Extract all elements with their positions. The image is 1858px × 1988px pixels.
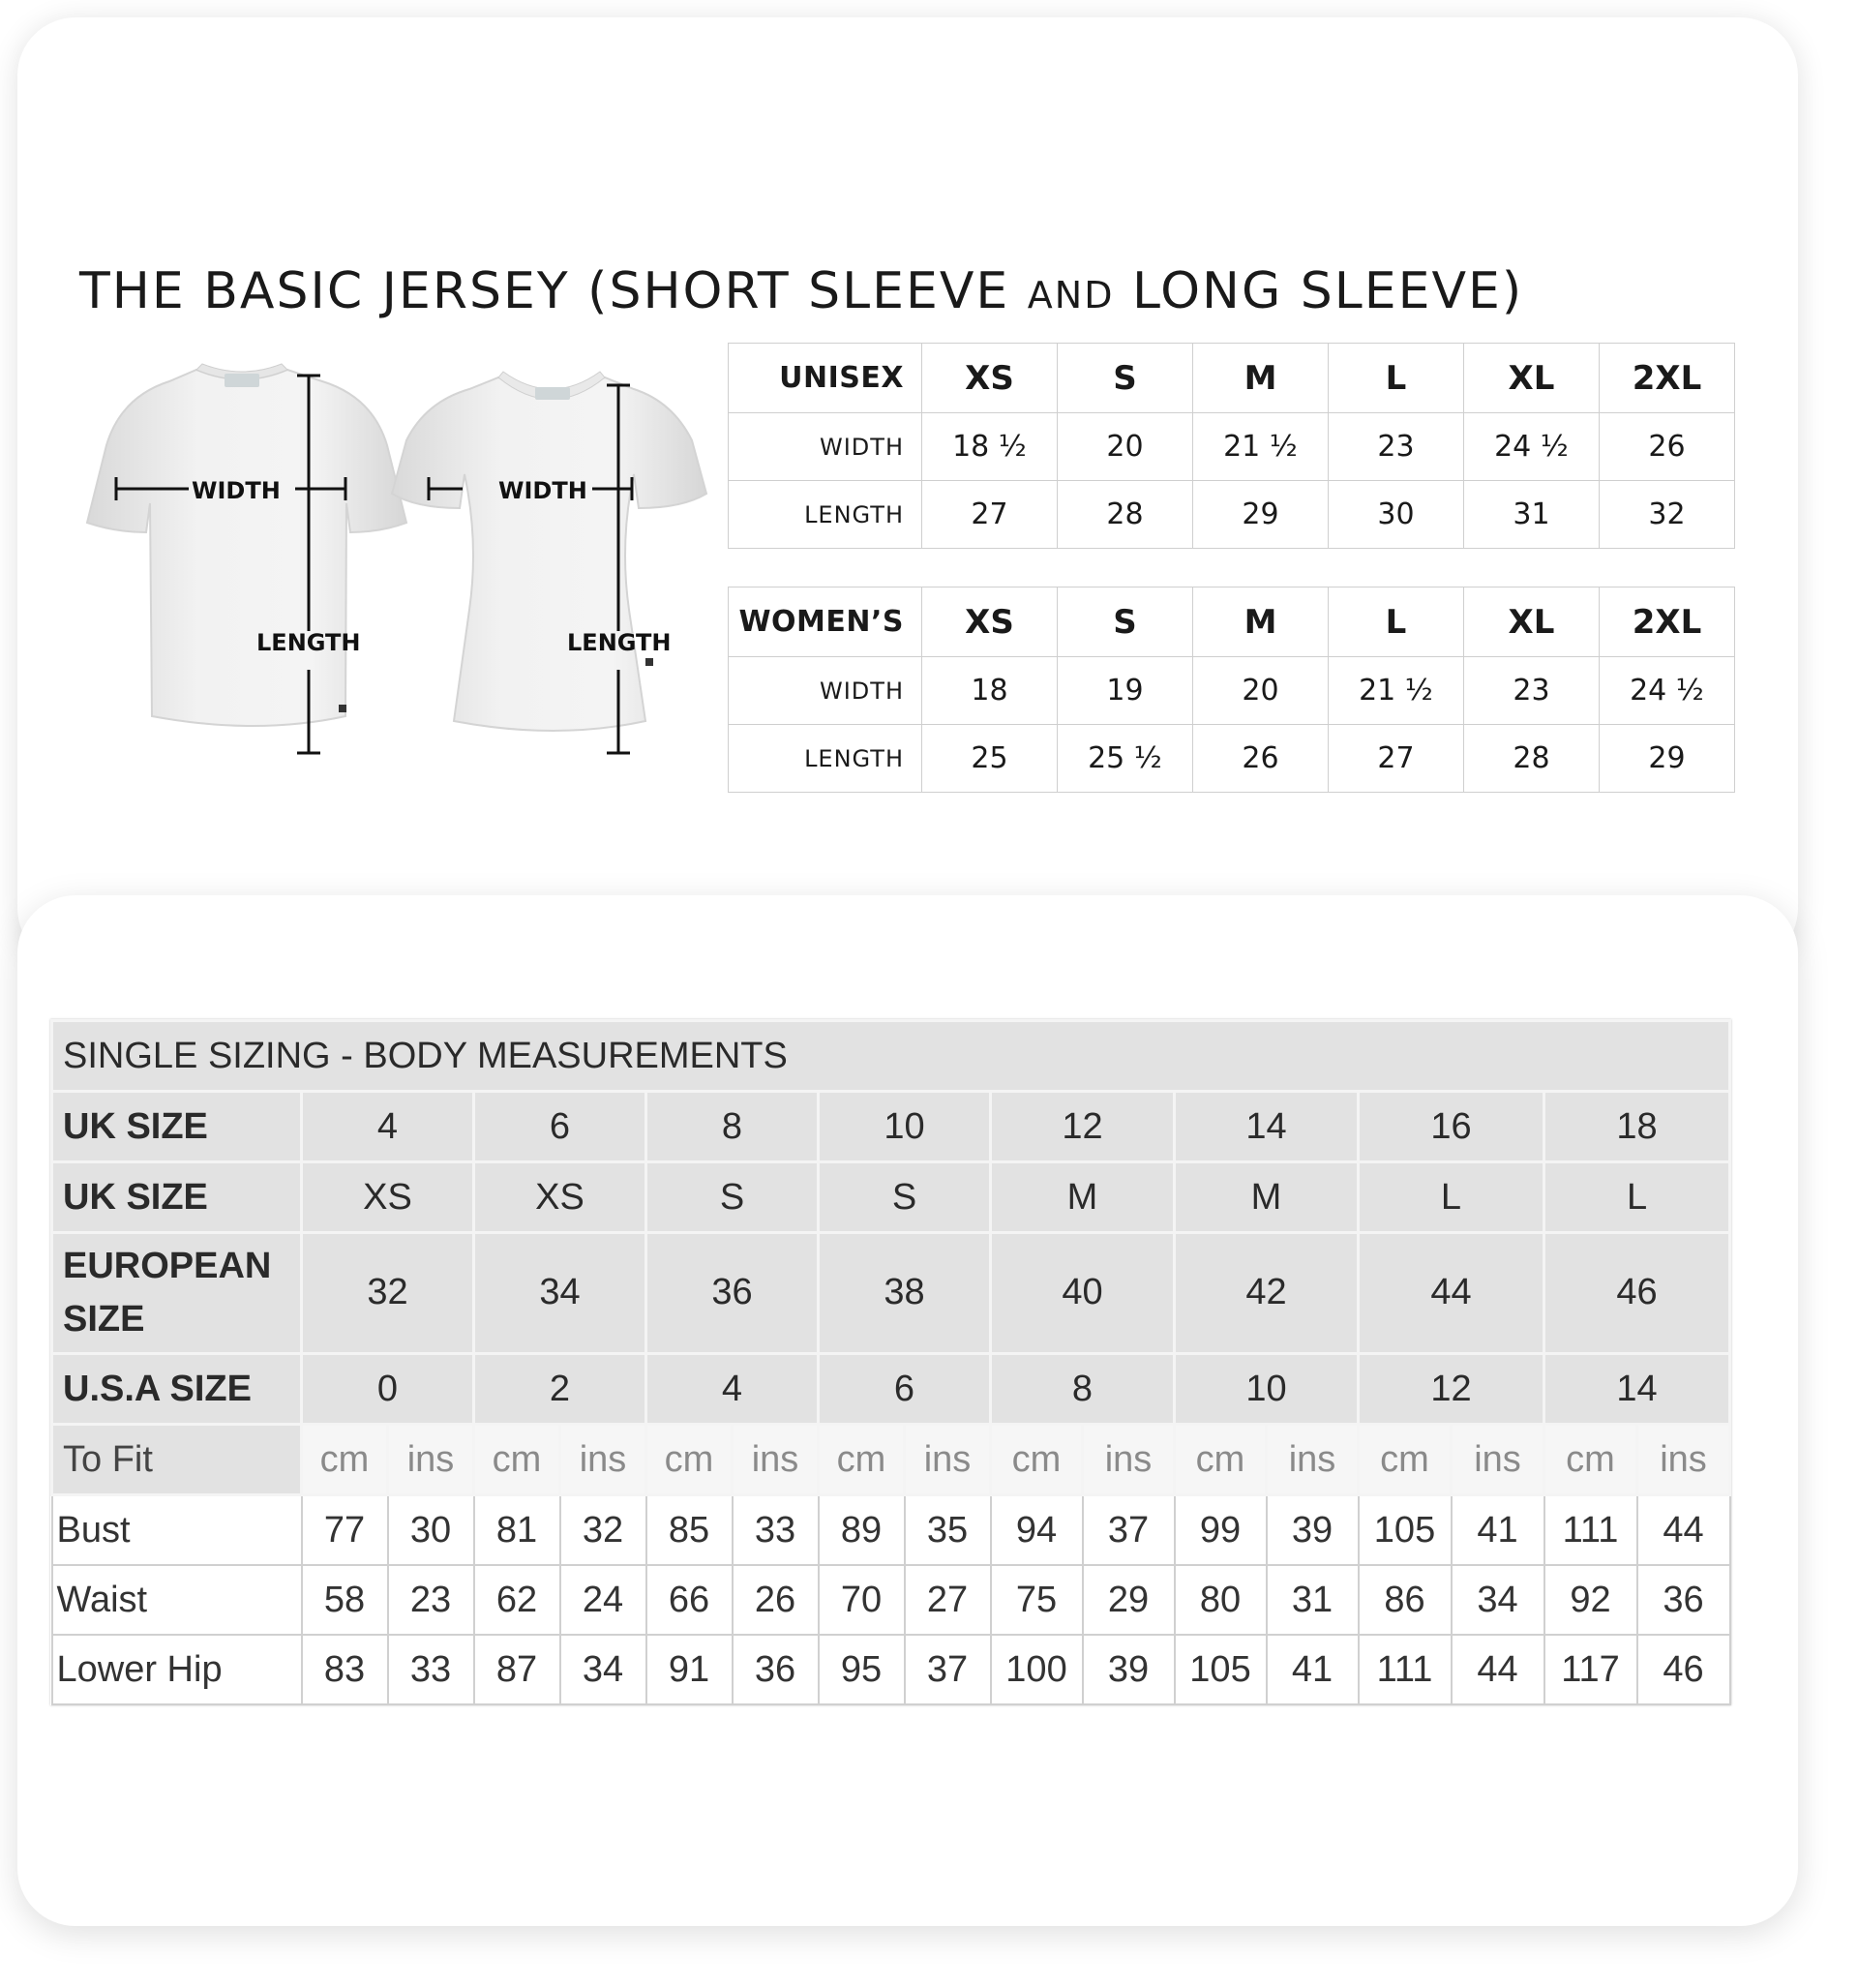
unit-cm: cm xyxy=(302,1425,388,1495)
row-label-line2: SIZE xyxy=(63,1299,145,1340)
size-xl: XL xyxy=(1464,587,1600,657)
table-cell: 25 xyxy=(922,725,1058,793)
table-cell: 31 xyxy=(1464,481,1600,549)
body-table-title: SINGLE SIZING - BODY MEASUREMENTS xyxy=(52,1021,1730,1092)
table-cell: S xyxy=(819,1162,991,1233)
table-cell: 21 ½ xyxy=(1329,657,1464,725)
page-title xyxy=(79,262,1523,320)
table-cell: 92 xyxy=(1544,1565,1637,1635)
lower-hip-row xyxy=(52,1635,1730,1704)
european-size-row xyxy=(52,1233,1730,1354)
unit-cm: cm xyxy=(1544,1425,1637,1495)
table-cell: 66 xyxy=(646,1565,733,1635)
table-cell: 40 xyxy=(991,1233,1175,1354)
table-cell: XS xyxy=(302,1162,474,1233)
table-cell: 26 xyxy=(733,1565,819,1635)
table-cell: 23 xyxy=(388,1565,474,1635)
unit-ins: ins xyxy=(388,1425,474,1495)
unit-ins: ins xyxy=(560,1425,646,1495)
womens-width-label: WIDTH xyxy=(498,477,587,504)
table-cell: 14 xyxy=(1544,1354,1730,1425)
jersey-diagram xyxy=(73,348,711,774)
table-cell: 6 xyxy=(474,1092,646,1162)
unit-ins: ins xyxy=(1452,1425,1544,1495)
table-cell: 6 xyxy=(819,1354,991,1425)
table-cell: 81 xyxy=(474,1495,560,1566)
row-label: Bust xyxy=(52,1495,302,1566)
table-cell: 18 ½ xyxy=(922,413,1058,481)
title-part-1: THE BASIC JERSEY (SHORT SLEEVE xyxy=(79,261,1028,320)
table-cell: 23 xyxy=(1464,657,1600,725)
table-cell: M xyxy=(991,1162,1175,1233)
size-m: M xyxy=(1193,587,1329,657)
uk-size-row xyxy=(52,1092,1730,1162)
unit-cm: cm xyxy=(474,1425,560,1495)
table-cell: 16 xyxy=(1359,1092,1544,1162)
table-cell: 34 xyxy=(474,1233,646,1354)
table-cell: 4 xyxy=(646,1354,819,1425)
table-cell: 41 xyxy=(1452,1495,1544,1566)
table-cell: 83 xyxy=(302,1635,388,1704)
table-cell: 10 xyxy=(819,1092,991,1162)
table-cell: 26 xyxy=(1193,725,1329,793)
table-cell: 32 xyxy=(302,1233,474,1354)
unisex-length-label: LENGTH xyxy=(256,629,361,656)
row-label: UK SIZE xyxy=(52,1162,302,1233)
table-cell: 80 xyxy=(1175,1565,1267,1635)
table-cell: 24 ½ xyxy=(1464,413,1600,481)
unit-cm: cm xyxy=(1175,1425,1267,1495)
unit-cm: cm xyxy=(991,1425,1083,1495)
unit-cm: cm xyxy=(819,1425,905,1495)
table-cell: 19 xyxy=(1058,657,1193,725)
table-cell: 95 xyxy=(819,1635,905,1704)
unit-ins: ins xyxy=(905,1425,991,1495)
table-cell: S xyxy=(646,1162,819,1233)
table-cell: 14 xyxy=(1175,1092,1359,1162)
table-row xyxy=(729,413,1735,481)
table-cell: 30 xyxy=(388,1495,474,1566)
table-cell: 62 xyxy=(474,1565,560,1635)
table-cell: 94 xyxy=(991,1495,1083,1566)
table-cell: 37 xyxy=(1083,1495,1175,1566)
row-label: LENGTH xyxy=(729,481,922,549)
table-cell: 105 xyxy=(1359,1495,1452,1566)
table-cell: 32 xyxy=(1600,481,1735,549)
table-cell: 29 xyxy=(1600,725,1735,793)
table-cell: 44 xyxy=(1637,1495,1730,1566)
unit-cm: cm xyxy=(646,1425,733,1495)
table-cell: XS xyxy=(474,1162,646,1233)
table-cell: 105 xyxy=(1175,1635,1267,1704)
table-cell: 32 xyxy=(560,1495,646,1566)
unisex-label: UNISEX xyxy=(729,344,922,413)
size-2xl: 2XL xyxy=(1600,587,1735,657)
table-cell: 2 xyxy=(474,1354,646,1425)
table-cell: 100 xyxy=(991,1635,1083,1704)
table-cell: 39 xyxy=(1267,1495,1359,1566)
table-cell: 37 xyxy=(905,1635,991,1704)
table-cell: 12 xyxy=(1359,1354,1544,1425)
table-cell: 10 xyxy=(1175,1354,1359,1425)
size-2xl: 2XL xyxy=(1600,344,1735,413)
unit-ins: ins xyxy=(1637,1425,1730,1495)
row-label: LENGTH xyxy=(729,725,922,793)
table-cell: 34 xyxy=(560,1635,646,1704)
size-xl: XL xyxy=(1464,344,1600,413)
table-cell: 34 xyxy=(1452,1565,1544,1635)
table-cell: 36 xyxy=(733,1635,819,1704)
size-xs: XS xyxy=(922,587,1058,657)
womens-size-table xyxy=(728,587,1735,793)
table-header-row xyxy=(729,587,1735,657)
table-cell: 111 xyxy=(1544,1495,1637,1566)
size-xs: XS xyxy=(922,344,1058,413)
row-label: To Fit xyxy=(52,1425,302,1495)
table-cell: 44 xyxy=(1452,1635,1544,1704)
table-cell: 87 xyxy=(474,1635,560,1704)
table-cell: 8 xyxy=(991,1354,1175,1425)
row-label: U.S.A SIZE xyxy=(52,1354,302,1425)
table-cell: 58 xyxy=(302,1565,388,1635)
table-cell: L xyxy=(1359,1162,1544,1233)
table-cell: 0 xyxy=(302,1354,474,1425)
table-cell: 23 xyxy=(1329,413,1464,481)
table-cell: 44 xyxy=(1359,1233,1544,1354)
table-cell: 12 xyxy=(991,1092,1175,1162)
title-part-2: AND xyxy=(1027,273,1115,316)
table-header-row xyxy=(729,344,1735,413)
size-s: S xyxy=(1058,587,1193,657)
row-label xyxy=(52,1233,302,1354)
table-title-row xyxy=(52,1021,1730,1092)
to-fit-row xyxy=(52,1425,1730,1495)
table-cell: 8 xyxy=(646,1092,819,1162)
table-cell: 35 xyxy=(905,1495,991,1566)
unit-ins: ins xyxy=(1267,1425,1359,1495)
table-cell: 117 xyxy=(1544,1635,1637,1704)
table-cell: 20 xyxy=(1058,413,1193,481)
table-cell: M xyxy=(1175,1162,1359,1233)
size-l: L xyxy=(1329,587,1464,657)
waist-row xyxy=(52,1565,1730,1635)
table-cell: 33 xyxy=(733,1495,819,1566)
table-cell: 46 xyxy=(1544,1233,1730,1354)
table-cell: 33 xyxy=(388,1635,474,1704)
table-cell: 29 xyxy=(1083,1565,1175,1635)
table-cell: 18 xyxy=(922,657,1058,725)
womens-length-label: LENGTH xyxy=(567,629,672,656)
table-cell: 24 ½ xyxy=(1600,657,1735,725)
table-cell: 28 xyxy=(1058,481,1193,549)
unit-ins: ins xyxy=(733,1425,819,1495)
table-cell: 36 xyxy=(646,1233,819,1354)
unisex-size-table xyxy=(728,343,1735,549)
table-cell: 18 xyxy=(1544,1092,1730,1162)
womens-label: WOMEN’S xyxy=(729,587,922,657)
table-cell: 99 xyxy=(1175,1495,1267,1566)
table-cell: 31 xyxy=(1267,1565,1359,1635)
table-cell: 39 xyxy=(1083,1635,1175,1704)
table-cell: 4 xyxy=(302,1092,474,1162)
womens-tshirt-image xyxy=(392,372,706,731)
table-cell: 42 xyxy=(1175,1233,1359,1354)
table-cell: 38 xyxy=(819,1233,991,1354)
table-cell: 26 xyxy=(1600,413,1735,481)
table-cell: 27 xyxy=(1329,725,1464,793)
table-cell: 85 xyxy=(646,1495,733,1566)
table-cell: 24 xyxy=(560,1565,646,1635)
table-cell: 25 ½ xyxy=(1058,725,1193,793)
table-cell: 46 xyxy=(1637,1635,1730,1704)
uk-letter-size-row xyxy=(52,1162,1730,1233)
table-cell: 20 xyxy=(1193,657,1329,725)
table-cell: 41 xyxy=(1267,1635,1359,1704)
table-cell: 27 xyxy=(905,1565,991,1635)
body-measurements-table xyxy=(50,1019,1731,1705)
table-row xyxy=(729,725,1735,793)
table-cell: 91 xyxy=(646,1635,733,1704)
row-label-line1: EUROPEAN xyxy=(63,1245,272,1286)
table-cell: 28 xyxy=(1464,725,1600,793)
table-cell: 27 xyxy=(922,481,1058,549)
table-cell: 86 xyxy=(1359,1565,1452,1635)
unit-cm: cm xyxy=(1359,1425,1452,1495)
row-label: WIDTH xyxy=(729,657,922,725)
row-label: Waist xyxy=(52,1565,302,1635)
table-cell: 29 xyxy=(1193,481,1329,549)
table-cell: 89 xyxy=(819,1495,905,1566)
unisex-tshirt-image xyxy=(87,364,406,726)
table-row xyxy=(729,657,1735,725)
row-label: UK SIZE xyxy=(52,1092,302,1162)
size-m: M xyxy=(1193,344,1329,413)
title-part-3: LONG SLEEVE) xyxy=(1114,261,1524,320)
table-cell: 21 ½ xyxy=(1193,413,1329,481)
unisex-width-label: WIDTH xyxy=(192,477,281,504)
row-label: Lower Hip xyxy=(52,1635,302,1704)
size-s: S xyxy=(1058,344,1193,413)
bust-row xyxy=(52,1495,1730,1566)
usa-size-row xyxy=(52,1354,1730,1425)
unit-ins: ins xyxy=(1083,1425,1175,1495)
table-cell: L xyxy=(1544,1162,1730,1233)
table-row xyxy=(729,481,1735,549)
table-cell: 77 xyxy=(302,1495,388,1566)
table-cell: 111 xyxy=(1359,1635,1452,1704)
table-cell: 30 xyxy=(1329,481,1464,549)
row-label: WIDTH xyxy=(729,413,922,481)
table-cell: 75 xyxy=(991,1565,1083,1635)
table-cell: 36 xyxy=(1637,1565,1730,1635)
table-cell: 70 xyxy=(819,1565,905,1635)
size-l: L xyxy=(1329,344,1464,413)
